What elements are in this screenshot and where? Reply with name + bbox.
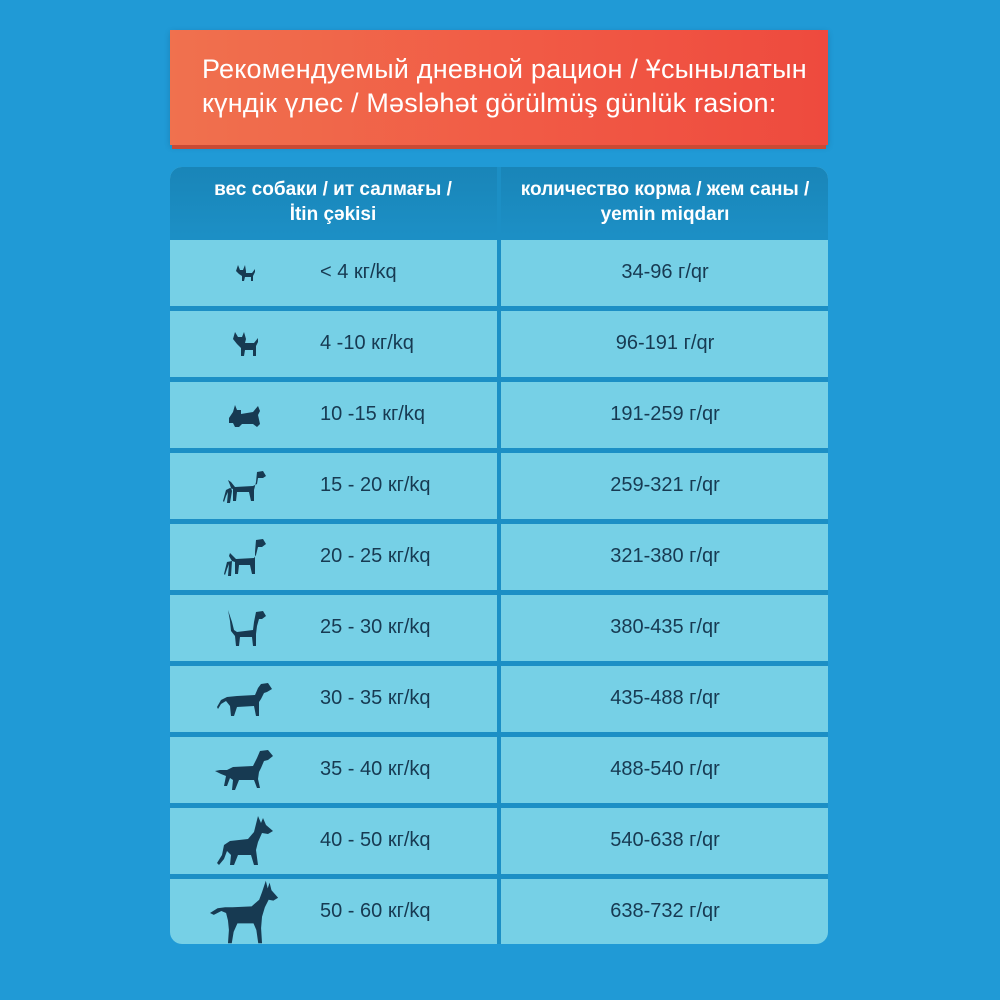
title-line-1: Рекомендуемый дневной рацион / Ұсынылатын: [202, 54, 807, 84]
beagle-dog-icon: [210, 453, 280, 519]
food-amount-cell: 259-321 г/qr: [610, 474, 720, 496]
food-amount-cell: 488-540 г/qr: [610, 758, 720, 780]
table-row: [170, 382, 828, 448]
header-dog-weight: [170, 176, 496, 228]
dog-weight-cell: 4 -10 кг/kq: [320, 332, 414, 354]
pointer-dog-icon: [210, 595, 280, 661]
header-food-amount-line-2: yemin miqdarı: [600, 204, 730, 225]
header-food-amount-line-1: количество корма / жем саны /: [520, 179, 810, 200]
table-row: [170, 453, 828, 519]
header-food-amount: [502, 176, 828, 228]
food-amount-cell: 34-96 г/qr: [621, 261, 709, 283]
title-banner: [170, 30, 828, 145]
dog-weight-cell: 10 -15 кг/kq: [320, 403, 425, 425]
shepherd-dog-icon: [210, 808, 280, 874]
table-row: [170, 666, 828, 732]
dog-weight-cell: 50 - 60 кг/kq: [320, 900, 431, 922]
dog-weight-cell: 15 - 20 кг/kq: [320, 474, 431, 496]
dog-weight-cell: 20 - 25 кг/kq: [320, 545, 431, 567]
table-row: [170, 737, 828, 803]
dog-weight-cell: 35 - 40 кг/kq: [320, 758, 431, 780]
title-line-2: күндік үлес / Məsləhət görülmüş günlük rasion:: [202, 88, 777, 118]
table-row: [170, 240, 828, 306]
food-amount-cell: 638-732 г/qr: [610, 900, 720, 922]
dog-weight-cell: 30 - 35 кг/kq: [320, 687, 431, 709]
setter-dog-icon: [210, 737, 280, 803]
food-amount-cell: 435-488 г/qr: [610, 687, 720, 709]
table-row: [170, 524, 828, 590]
header-dog-weight-line-2: İtin çəkisi: [289, 204, 377, 225]
feeding-table: [170, 167, 828, 944]
scottie-dog-icon: [210, 382, 280, 448]
great-dane-dog-icon: [210, 879, 280, 944]
dog-weight-cell: 25 - 30 кг/kq: [320, 616, 431, 638]
small-dog-icon: [210, 311, 280, 377]
table-row: [170, 879, 828, 944]
food-amount-cell: 321-380 г/qr: [610, 545, 720, 567]
table-row: [170, 595, 828, 661]
food-amount-cell: 96-191 г/qr: [615, 332, 715, 354]
table-row: [170, 808, 828, 874]
dog-weight-cell: < 4 кг/kq: [320, 261, 397, 283]
table-row: [170, 311, 828, 377]
food-amount-cell: 380-435 г/qr: [610, 616, 720, 638]
labrador-dog-icon: [210, 666, 280, 732]
medium-dog-icon: [210, 524, 280, 590]
food-amount-cell: 540-638 г/qr: [610, 829, 720, 851]
tiny-dog-icon: [210, 240, 280, 306]
food-amount-cell: 191-259 г/qr: [610, 403, 720, 425]
dog-weight-cell: 40 - 50 кг/kq: [320, 829, 431, 851]
header-dog-weight-line-1: вес собаки / ит салмағы /: [214, 179, 452, 200]
